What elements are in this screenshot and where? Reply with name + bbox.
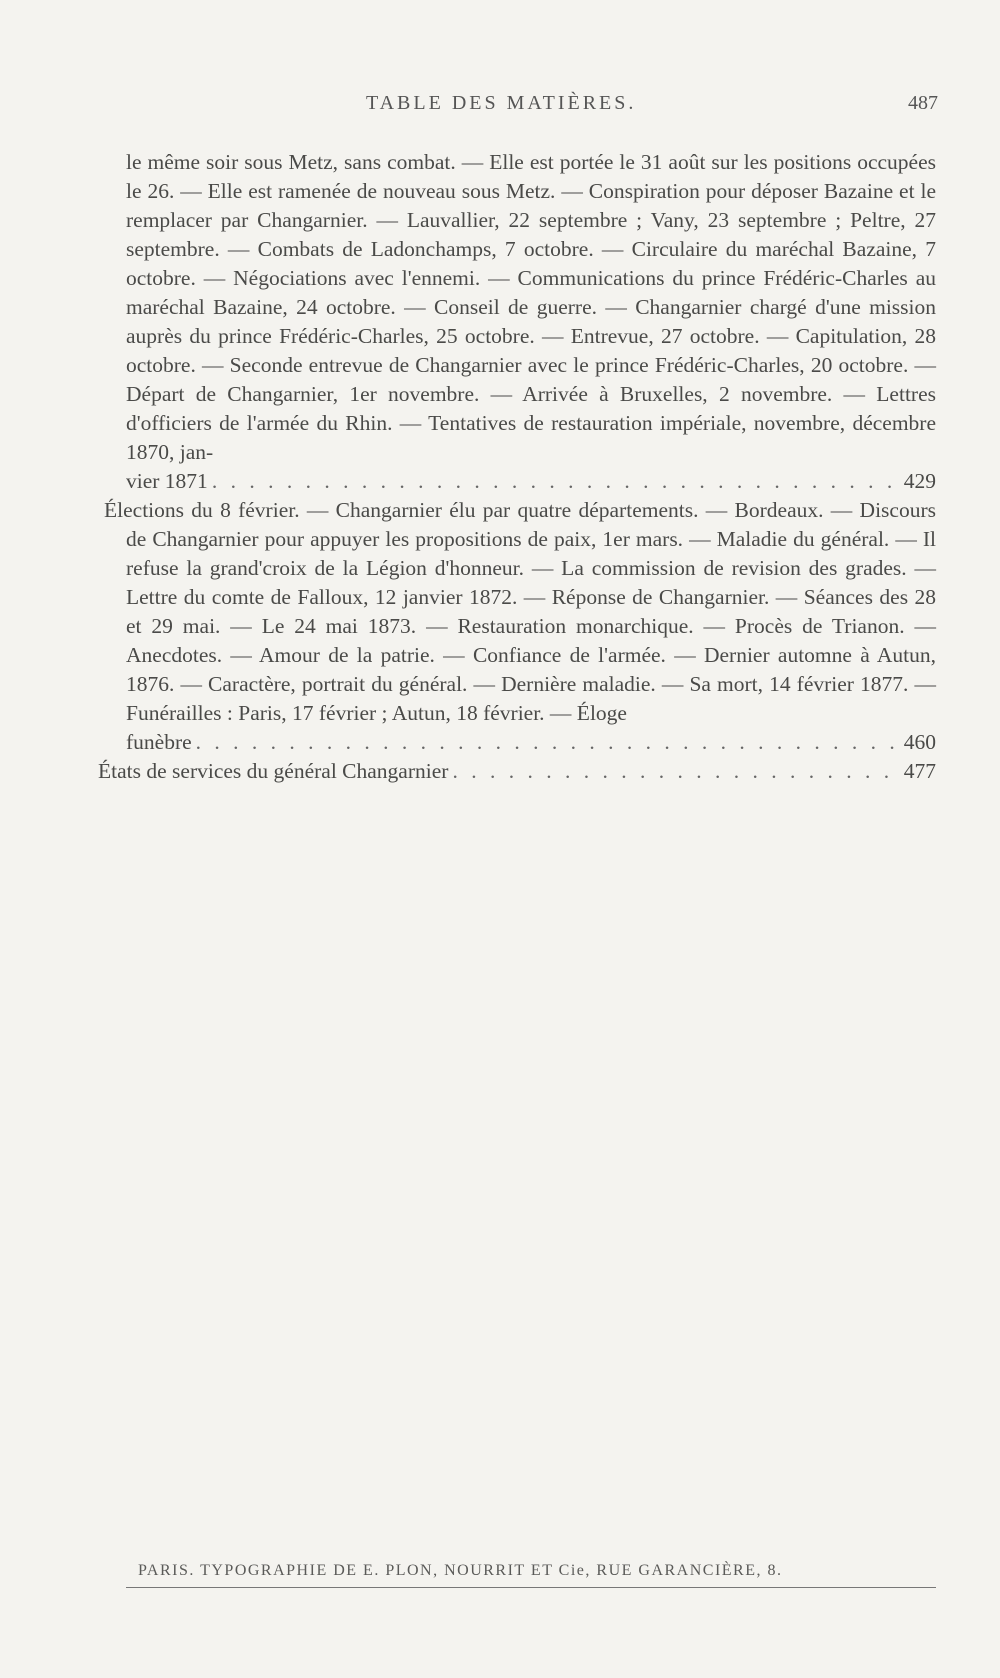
dot-leader: [452, 757, 895, 786]
toc-entry-leader: [98, 757, 936, 786]
header-title: TABLE DES MATIÈRES.: [366, 92, 637, 114]
toc-entry-page: 429: [903, 469, 936, 493]
dot-leader: [196, 728, 896, 757]
toc-entry: [104, 496, 936, 757]
printer-imprint: PARIS. TYPOGRAPHIE DE E. PLON, NOURRIT ET Cie, RUE GARANCIÈRE, 8.: [138, 1562, 783, 1579]
running-header: [126, 92, 942, 122]
toc-entry-leader: [126, 467, 936, 496]
toc-entry-page: 460: [903, 730, 936, 754]
toc-entry: [126, 148, 936, 496]
table-of-contents: [98, 148, 936, 786]
toc-entry-page: 477: [903, 759, 936, 783]
dot-leader: [212, 467, 896, 496]
toc-entry-text: Élections du 8 février. — Changarnier élu par quatre départements. — Bordeaux. — Discours de Changarnier pour appuyer les propositions de paix, 1er mars. — Maladie du général. — Il refuse la grand'croix de la Légion d'honneur. — La commission de revision des grades. — Lettre du comte de Falloux, 12 janvier 1872. — Réponse de Changarnier. — Séances des 28 et 29 mai. — Le 24 mai 1873. — Restauration monarchique. — Procès de Trianon. — Anecdotes. — Amour de la patrie. — Confiance de l'armée. — Dernier automne à Autun, 1876. — Caractère, portrait du général. — Dernière maladie. — Sa mort, 14 février 1877. — Funérailles : Paris, 17 février ; Autun, 18 février. — Éloge: [104, 498, 936, 725]
page-number: 487: [908, 92, 938, 114]
toc-entry-last-line: vier 1871: [126, 469, 208, 493]
footer-rule: [126, 1587, 936, 1588]
toc-entry-leader: [126, 728, 936, 757]
toc-entry-last-line: États de services du général Changarnier: [98, 759, 449, 783]
toc-entry: [98, 757, 936, 786]
toc-entry-last-line: funèbre: [126, 730, 192, 754]
toc-entry-text: le même soir sous Metz, sans combat. — Elle est portée le 31 août sur les positions occupées le 26. — Elle est ramenée de nouveau sous Metz. — Conspiration pour déposer Bazaine et le remplacer par Changarnier. — Lauvallier, 22 septembre ; Vany, 23 septembre ; Peltre, 27 septembre. — Combats de Ladonchamps, 7 octobre. — Circulaire du maréchal Bazaine, 7 octobre. — Négociations avec l'ennemi. — Communications du prince Frédéric-Charles au maréchal Bazaine, 24 octobre. — Conseil de guerre. — Changarnier chargé d'une mission auprès du prince Frédéric-Charles, 25 octobre. — Entrevue, 27 octobre. — Capitulation, 28 octobre. — Seconde entrevue de Changarnier avec le prince Frédéric-Charles, 20 octobre. — Départ de Changarnier, 1er novembre. — Arrivée à Bruxelles, 2 novembre. — Lettres d'officiers de l'armée du Rhin. — Tentatives de restauration impériale, novembre, décembre 1870, jan-: [126, 150, 936, 464]
